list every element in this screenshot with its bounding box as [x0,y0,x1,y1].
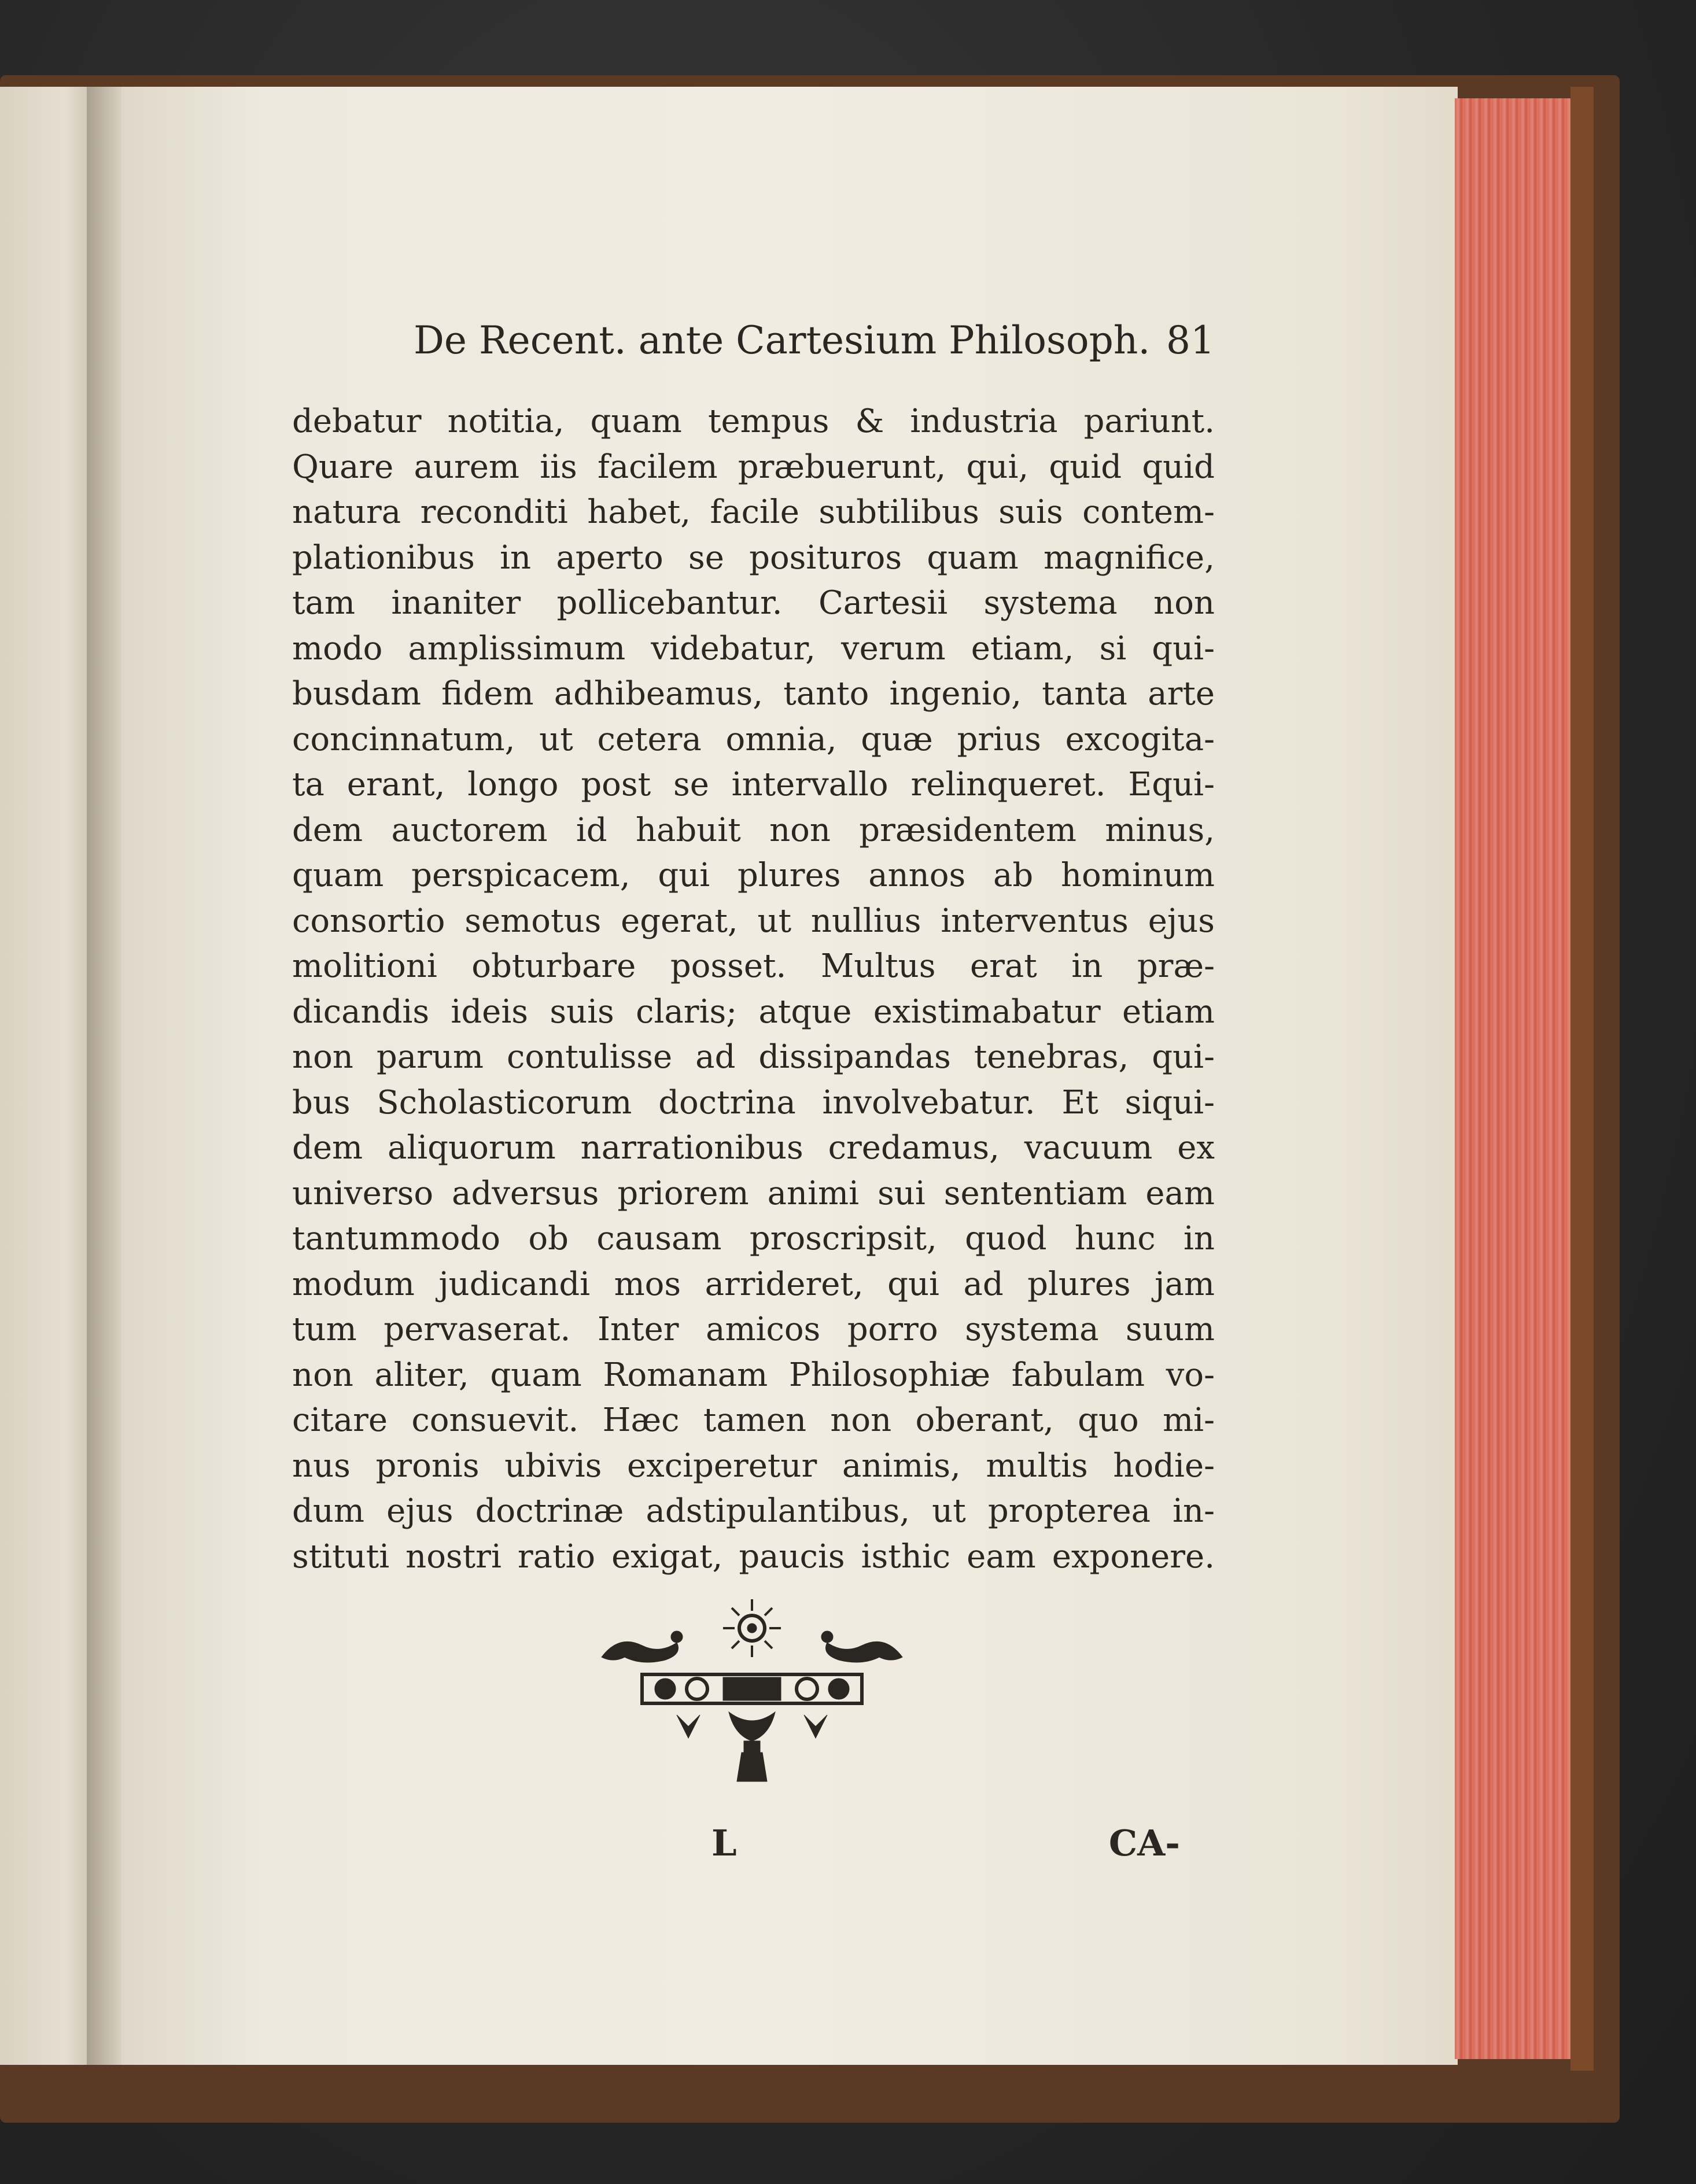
text-line: tum pervaserat. Inter amicos porro systema suum [292,1311,1215,1348]
text-line: modum judicandi mos arrideret, qui ad plures jam [292,1265,1215,1303]
signature-mark: L [711,1822,737,1864]
running-head [414,318,1223,382]
text-line: debatur notitia, quam tempus & industria pariunt. [292,403,1215,440]
text-line: quam perspicacem, qui plures annos ab hominum [292,857,1215,894]
red-fore-edge [1455,98,1576,2059]
text-line: consortio semotus egerat, ut nullius interventus ejus [292,902,1215,940]
text-line: stituti nostri ratio exigat, paucis isthic eam exponere. [292,1537,1215,1576]
text-line: non aliter, quam Romanam Philosophiæ fabulam vo- [292,1356,1215,1394]
page-number: 81 [1166,318,1215,363]
text-line: Quare aurem iis facilem præbuerunt, qui, quid quid [292,448,1215,486]
running-title: De Recent. ante Cartesium Philosoph. [414,318,1151,363]
text-line: busdam fidem adhibeamus, tanto ingenio, tanta arte [292,675,1215,713]
text-line: tantummodo ob causam proscripsit, quod hunc in [292,1220,1215,1257]
text-line: dicandis ideis suis claris; atque existimabatur etiam [292,993,1215,1031]
book-gutter [87,87,121,2065]
text-line: ta erant, longo post se intervallo relinqueret. Equi- [292,766,1215,803]
text-line: dem auctorem id habuit non præsidentem minus, [292,811,1215,849]
body-text [292,399,1215,1580]
text-line: nus pronis ubivis exciperetur animis, multis hodie- [292,1447,1215,1485]
text-line: citare consuevit. Hæc tamen non oberant, quo mi- [292,1401,1215,1439]
text-line: natura reconditi habet, facile subtilibus suis contem- [292,493,1215,531]
text-line: non parum contulisse ad dissipandas tenebras, qui- [292,1038,1215,1076]
text-line: universo adversus priorem animi sui sententiam eam [292,1174,1215,1212]
text-line: modo amplissimum videbatur, verum etiam, si qui- [292,629,1215,667]
text-line: dum ejus doctrinæ adstipulantibus, ut propterea in- [292,1492,1215,1530]
catchword: CA- [1108,1822,1180,1864]
text-line: plationibus in aperto se posituros quam magnifice, [292,538,1215,577]
catchwords [292,1822,1218,1874]
text-line: dem aliquorum narrationibus credamus, vacuum ex [292,1129,1215,1167]
text-line: tam inaniter pollicebantur. Cartesii systema non [292,584,1215,622]
cover-edge [1570,87,1594,2071]
printers-ornament-icon [590,1596,914,1793]
text-line: bus Scholasticorum doctrina involvebatur. Et siqui- [292,1083,1215,1121]
text-line: concinnatum, ut cetera omnia, quæ prius excogita- [292,720,1215,758]
text-line: molitioni obturbare posset. Multus erat in præ- [292,947,1215,985]
